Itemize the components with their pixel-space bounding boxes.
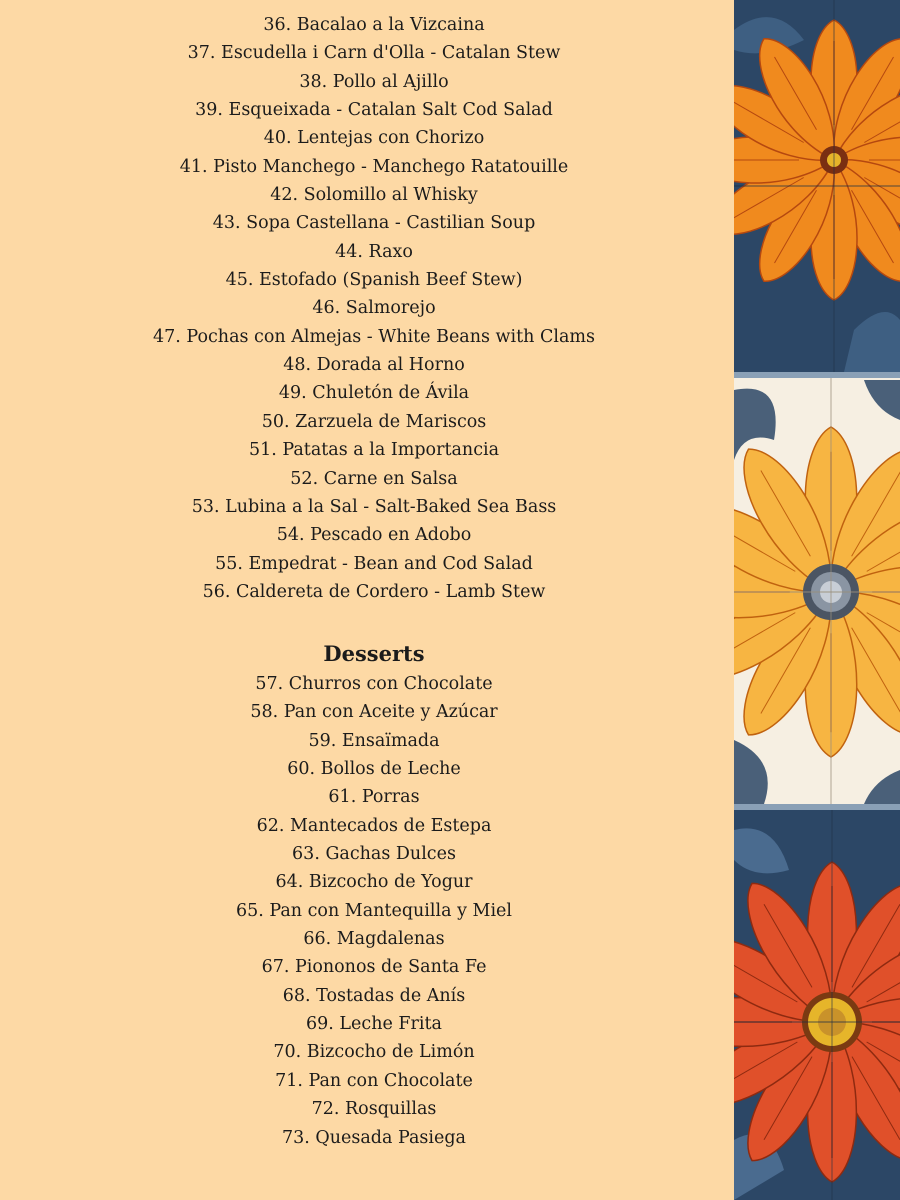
main-dish-item: 37. Escudella i Carn d'Olla - Catalan Stew bbox=[187, 43, 561, 64]
main-dish-item: 54. Pescado en Adobo bbox=[276, 525, 472, 546]
main-dish-item: 47. Pochas con Almejas - White Beans with Clams bbox=[153, 326, 595, 347]
main-dish-item: 43. Sopa Castellana - Castilian Soup bbox=[212, 213, 536, 234]
main-dish-item: 52. Carne en Salsa bbox=[290, 468, 458, 489]
dessert-item: 69. Leche Frita bbox=[306, 1014, 442, 1035]
tile-middle bbox=[734, 378, 900, 804]
main-dish-item: 50. Zarzuela de Mariscos bbox=[261, 411, 487, 432]
main-dish-item: 46. Salmorejo bbox=[312, 298, 436, 319]
dessert-item: 60. Bollos de Leche bbox=[287, 759, 461, 780]
main-dish-item: 49. Chuletón de Ávila bbox=[278, 383, 470, 404]
dessert-item: 70. Bizcocho de Limón bbox=[273, 1042, 475, 1063]
dessert-item: 72. Rosquillas bbox=[311, 1099, 437, 1120]
desserts-heading: Desserts bbox=[323, 641, 425, 666]
dessert-item: 71. Pan con Chocolate bbox=[275, 1070, 473, 1091]
main-dish-item: 44. Raxo bbox=[335, 241, 413, 262]
tile-top bbox=[734, 0, 900, 372]
dessert-item: 64. Bizcocho de Yogur bbox=[275, 872, 473, 893]
dessert-item: 65. Pan con Mantequilla y Miel bbox=[235, 900, 512, 921]
main-dish-item: 55. Empedrat - Bean and Cod Salad bbox=[215, 553, 533, 574]
main-dish-item: 39. Esqueixada - Catalan Salt Cod Salad bbox=[195, 100, 553, 121]
main-dish-item: 42. Solomillo al Whisky bbox=[270, 185, 478, 206]
main-dish-item: 51. Patatas a la Importancia bbox=[248, 440, 500, 461]
dessert-item: 58. Pan con Aceite y Azúcar bbox=[250, 702, 498, 723]
tile-bottom bbox=[734, 810, 900, 1200]
dessert-item: 59. Ensaïmada bbox=[308, 730, 440, 751]
dessert-item: 66. Magdalenas bbox=[303, 929, 445, 950]
dessert-item: 68. Tostadas de Anís bbox=[282, 985, 466, 1006]
dessert-item: 62. Mantecados de Estepa bbox=[256, 815, 492, 836]
dessert-item: 63. Gachas Dulces bbox=[292, 844, 456, 865]
dessert-item: 67. Piononos de Santa Fe bbox=[261, 957, 487, 978]
main-dish-item: 36. Bacalao a la Vizcaina bbox=[263, 15, 485, 35]
main-dish-item: 38. Pollo al Ajillo bbox=[299, 71, 449, 92]
floral-tile-icon bbox=[734, 0, 900, 1200]
dessert-item: 73. Quesada Pasiega bbox=[282, 1127, 466, 1148]
main-dish-item: 40. Lentejas con Chorizo bbox=[263, 128, 485, 149]
main-dish-item: 41. Pisto Manchego - Manchego Ratatouille bbox=[179, 156, 569, 177]
desserts-list bbox=[0, 670, 748, 1152]
dessert-item: 57. Churros con Chocolate bbox=[255, 674, 493, 694]
main-dish-item: 48. Dorada al Horno bbox=[283, 355, 465, 376]
floral-tile-strip bbox=[734, 0, 900, 1200]
main-dish-item: 53. Lubina a la Sal - Salt-Baked Sea Bass bbox=[191, 496, 557, 517]
main-dish-item: 45. Estofado (Spanish Beef Stew) bbox=[225, 270, 523, 291]
mains-list bbox=[0, 11, 748, 606]
main-dish-item: 56. Caldereta de Cordero - Lamb Stew bbox=[202, 581, 546, 602]
dessert-item: 61. Porras bbox=[328, 787, 420, 808]
